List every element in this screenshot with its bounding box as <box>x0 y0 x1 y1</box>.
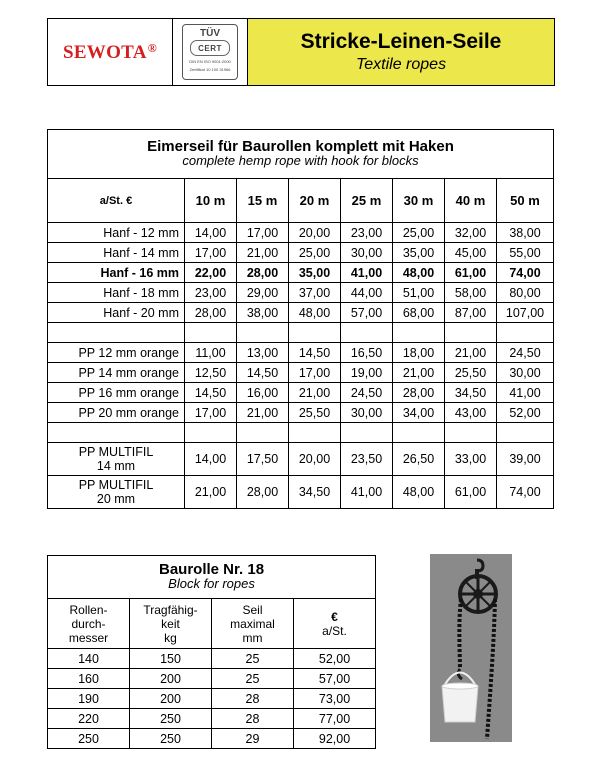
block-price-table <box>47 555 376 749</box>
length-header: 30 m <box>393 179 445 223</box>
table-spacer-row <box>48 323 554 343</box>
length-header: 20 m <box>289 179 341 223</box>
page-subtitle: Textile ropes <box>355 56 447 73</box>
table-header-row <box>48 599 376 649</box>
table-row: 160 200 25 57,00 <box>48 669 376 689</box>
column-header: Seil maximal mm <box>212 599 294 649</box>
certification-cell <box>173 19 248 85</box>
table-row: PP MULTIFIL 14 mm 14,00 17,50 20,00 23,50 26,50 33,00 39,00 <box>48 443 554 476</box>
table-row: PP 20 mm orange 17,00 21,00 25,50 30,00 34,00 43,00 52,00 <box>48 403 554 423</box>
column-header: Rollen- durch- messer <box>48 599 130 649</box>
table-row: PP 16 mm orange 14,50 16,00 21,00 24,50 28,00 34,50 41,00 <box>48 383 554 403</box>
table-caption-row <box>48 130 554 179</box>
block-table-subtitle: Block for ropes <box>168 576 255 591</box>
block-table-title: Baurolle Nr. 18 <box>159 561 265 578</box>
column-header: Tragfähig- keit kg <box>130 599 212 649</box>
table-row: Hanf - 20 mm 28,00 38,00 48,00 57,00 68,00 87,00 107,00 <box>48 303 554 323</box>
table-row: PP MULTIFIL 20 mm 21,00 28,00 34,50 41,00 48,00 61,00 74,00 <box>48 476 554 509</box>
length-header: 25 m <box>341 179 393 223</box>
tuv-cert-seal-icon: TÜV CERT DIN EN ISO 9001:2000 Zertifikat 10 100 31966 <box>182 24 238 80</box>
table-row: PP 12 mm orange 11,00 13,00 14,50 16,50 18,00 21,00 24,50 <box>48 343 554 363</box>
rope-table-subtitle: complete hemp rope with hook for blocks <box>182 153 419 168</box>
table-row: Hanf - 18 mm 23,00 29,00 37,00 44,00 51,00 58,00 80,00 <box>48 283 554 303</box>
pulley-illustration-icon <box>430 554 512 742</box>
header-banner <box>47 18 555 86</box>
rope-table-title: Eimerseil für Baurollen komplett mit Haken <box>147 138 454 155</box>
table-row: 140 150 25 52,00 <box>48 649 376 669</box>
pulley-bucket-photo <box>430 554 512 742</box>
length-header: 15 m <box>237 179 289 223</box>
title-cell <box>248 19 554 85</box>
table-row: Hanf - 14 mm 17,00 21,00 25,00 30,00 35,00 45,00 55,00 <box>48 243 554 263</box>
column-header: € a/St. <box>294 599 376 649</box>
page-title: Stricke-Leinen-Seile <box>300 30 502 53</box>
length-header: 40 m <box>445 179 497 223</box>
table-row: PP 14 mm orange 12,50 14,50 17,00 19,00 21,00 25,50 30,00 <box>48 363 554 383</box>
table-header-row <box>48 179 554 223</box>
brand-logo: SEWOTA® <box>62 40 158 63</box>
table-row: 220 250 28 77,00 <box>48 709 376 729</box>
table-spacer-row <box>48 423 554 443</box>
table-row: 250 250 29 92,00 <box>48 729 376 749</box>
table-caption-row <box>48 556 376 599</box>
length-header: 10 m <box>185 179 237 223</box>
table-row-highlighted: Hanf - 16 mm 22,00 28,00 35,00 41,00 48,00 61,00 74,00 <box>48 263 554 283</box>
table-row: Hanf - 12 mm 14,00 17,00 20,00 23,00 25,00 32,00 38,00 <box>48 223 554 243</box>
table-row: 190 200 28 73,00 <box>48 689 376 709</box>
unit-header: a/St. € <box>48 179 185 223</box>
rope-price-table <box>47 129 554 509</box>
length-header: 50 m <box>497 179 554 223</box>
logo-cell <box>48 19 173 85</box>
